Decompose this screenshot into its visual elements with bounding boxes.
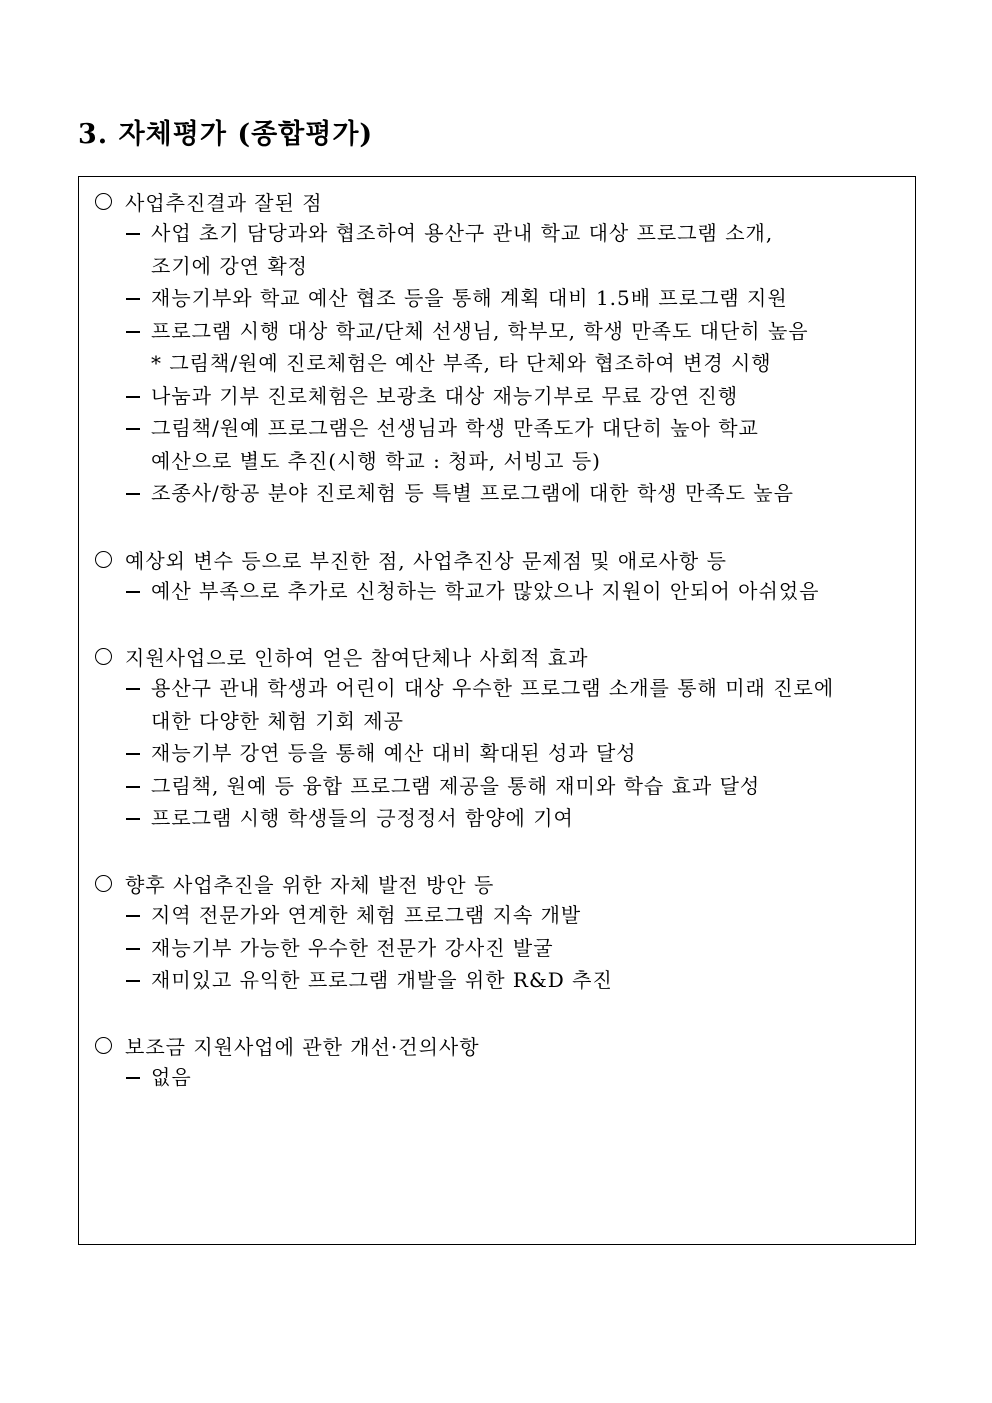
dash-bullet-icon <box>126 818 140 820</box>
list-item <box>93 1061 911 1094</box>
section-heading <box>93 867 911 899</box>
list-item <box>93 315 911 380</box>
section-heading-text: 예상외 변수 등으로 부진한 점, 사업추진상 문제점 및 애로사항 등 <box>125 548 727 573</box>
list-item <box>93 282 911 315</box>
list-item-text: 재능기부 가능한 우수한 전문가 강사진 발굴 <box>151 935 554 960</box>
list-item-text: 지역 전문가와 연계한 체험 프로그램 지속 개발 <box>151 903 582 927</box>
list-item <box>93 217 911 282</box>
circle-bullet-icon <box>95 551 112 568</box>
item-list <box>93 899 911 997</box>
list-item <box>93 672 911 737</box>
item-list <box>93 575 911 608</box>
list-item <box>93 737 911 770</box>
dash-bullet-icon <box>126 915 140 917</box>
section-heading <box>93 640 911 672</box>
list-item-text: 프로그램 시행 학생들의 긍정정서 함양에 기여 <box>151 806 574 830</box>
list-item <box>93 477 911 510</box>
item-list <box>93 672 911 835</box>
dash-bullet-icon <box>126 298 140 300</box>
list-item-text: 없음 <box>151 1065 192 1089</box>
dash-bullet-icon <box>126 331 140 333</box>
dash-bullet-icon <box>126 753 140 755</box>
list-item-text: 재능기부와 학교 예산 협조 등을 통해 계획 대비 1.5배 프로그램 지원 <box>151 286 788 310</box>
section-improvement-plans <box>93 867 911 997</box>
dash-bullet-icon <box>126 1077 140 1079</box>
circle-bullet-icon <box>95 875 112 892</box>
section-heading-text: 보조금 지원사업에 관한 개선·건의사항 <box>125 1034 480 1059</box>
dash-bullet-icon <box>126 591 140 593</box>
dash-bullet-icon <box>126 396 140 398</box>
circle-bullet-icon <box>95 193 112 210</box>
section-problems <box>93 543 911 608</box>
dash-bullet-icon <box>126 786 140 788</box>
list-item <box>93 412 911 477</box>
section-heading-text: 지원사업으로 인하여 얻은 참여단체나 사회적 효과 <box>125 645 589 670</box>
section-heading <box>93 543 911 575</box>
list-item-text: 조종사/항공 분야 진로체험 등 특별 프로그램에 대한 학생 만족도 높음 <box>151 481 794 505</box>
item-list <box>93 1061 911 1094</box>
list-item <box>93 770 911 803</box>
list-item-text: 용산구 관내 학생과 어린이 대상 우수한 프로그램 소개를 통해 미래 진로에 대한 다양한 체험 기회 제공 <box>151 676 835 733</box>
page-title: 3. 자체평가 (종합평가) <box>78 119 374 150</box>
list-item <box>93 899 911 932</box>
dash-bullet-icon <box>126 428 140 430</box>
dash-bullet-icon <box>126 233 140 235</box>
dash-bullet-icon <box>126 688 140 690</box>
list-item <box>93 964 911 997</box>
section-heading-text: 사업추진결과 잘된 점 <box>125 190 323 215</box>
section-suggestions <box>93 1029 911 1094</box>
list-item-text: 사업 초기 담당과와 협조하여 용산구 관내 학교 대상 프로그램 소개, 조기에 강연 확정 <box>151 221 774 278</box>
section-effects <box>93 640 911 835</box>
list-item-text: 나눔과 기부 진로체험은 보광초 대상 재능기부로 무료 강연 진행 <box>151 383 739 408</box>
dash-bullet-icon <box>126 948 140 950</box>
dash-bullet-icon <box>126 493 140 495</box>
list-item <box>93 380 911 413</box>
section-heading <box>93 185 911 217</box>
list-item-text: 그림책, 원예 등 융합 프로그램 제공을 통해 재미와 학습 효과 달성 <box>151 773 761 798</box>
list-item-text: 그림책/원예 프로그램은 선생님과 학생 만족도가 대단히 높아 학교 예산으로 별도 추진(시행 학교 : 청파, 서빙고 등) <box>151 416 759 473</box>
list-item-text: 재미있고 유익한 프로그램 개발을 위한 R&D 추진 <box>151 968 613 992</box>
evaluation-box <box>78 176 916 1245</box>
list-item-text: 재능기부 강연 등을 통해 예산 대비 확대된 성과 달성 <box>151 741 637 765</box>
section-heading-text: 향후 사업추진을 위한 자체 발전 방안 등 <box>125 872 495 897</box>
list-item <box>93 575 911 608</box>
circle-bullet-icon <box>95 1037 112 1054</box>
item-list <box>93 217 911 510</box>
section-strengths <box>93 185 911 510</box>
list-item-text: 예산 부족으로 추가로 신청하는 학교가 많았으나 지원이 안되어 아쉬었음 <box>151 579 820 603</box>
list-item <box>93 802 911 835</box>
list-item-text: 프로그램 시행 대상 학교/단체 선생님, 학부모, 학생 만족도 대단히 높음 * 그림책/원예 진로체험은 예산 부족, 타 단체와 협조하여 변경 시행 <box>151 318 809 375</box>
dash-bullet-icon <box>126 980 140 982</box>
list-item <box>93 932 911 965</box>
section-heading <box>93 1029 911 1061</box>
circle-bullet-icon <box>95 648 112 665</box>
